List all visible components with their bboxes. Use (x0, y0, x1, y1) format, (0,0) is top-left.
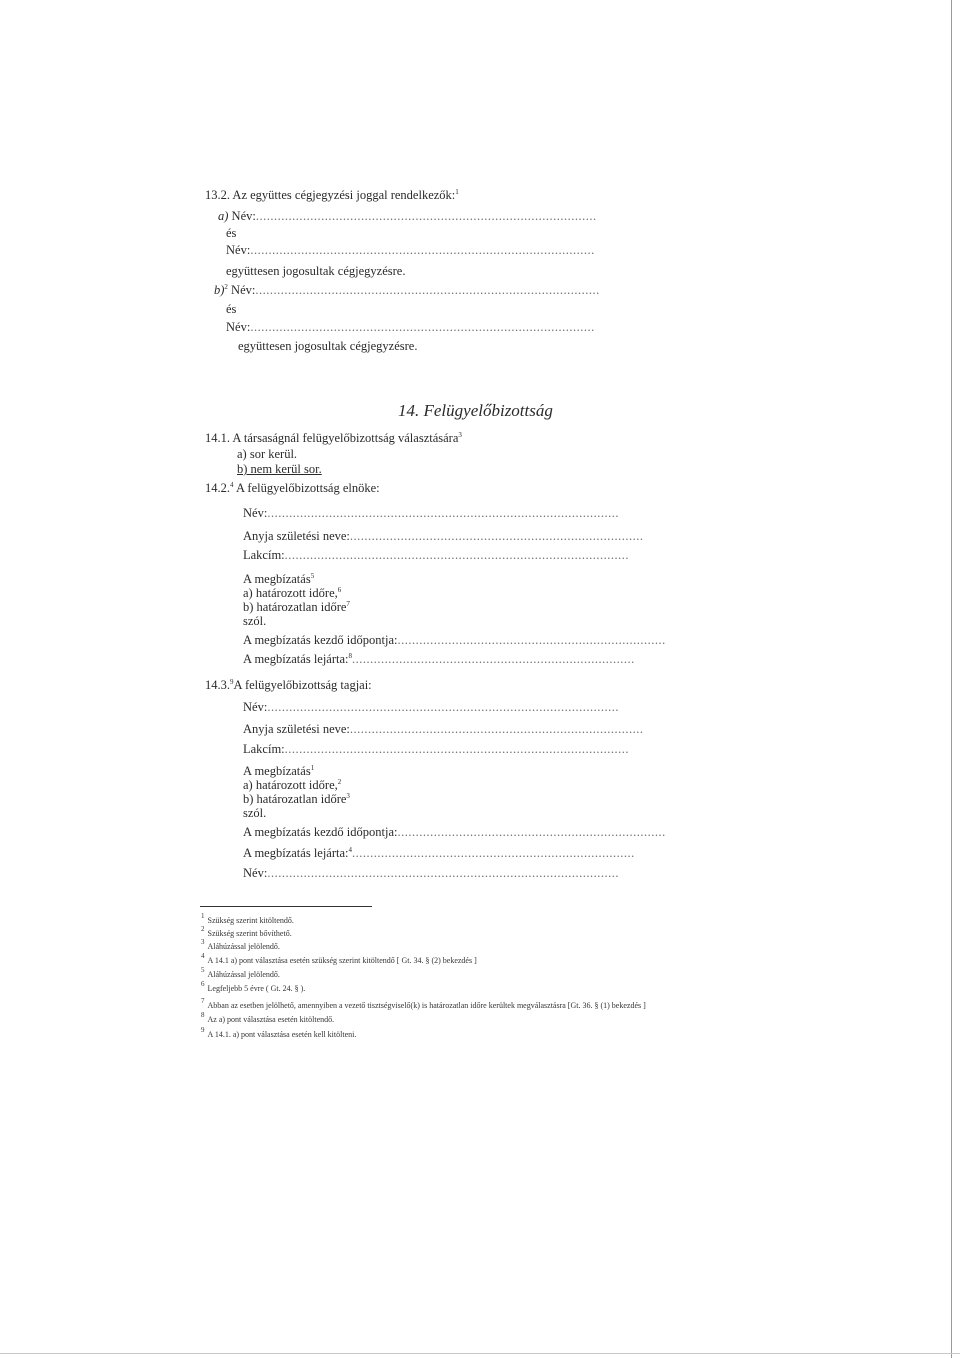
member-mother-name-field: Anyja születési neve:................................................................................. (243, 722, 644, 736)
member-fixed-term-option: a) határozott időre,$^2$ (243, 777, 342, 792)
chair-mother-name-field: Anyja születési neve:................................................................................. (243, 529, 644, 543)
section-14-heading: 14. Felügyelőbizottság (398, 401, 553, 420)
scan-edge-right (951, 0, 952, 1358)
and-word: és (226, 302, 237, 316)
footnote-3: 3 Aláhúzással jelölendő. (201, 938, 280, 951)
footnote-9: 9 A 14.1. a) pont választása esetén kell kitölteni. (201, 1026, 357, 1039)
chair-mandate-start-field: A megbízatás kezdő időpontja:.......................................................................... (243, 633, 666, 647)
footnote-6: 6 Legfeljebb 5 évre ( Gt. 24. § ). (201, 980, 306, 993)
and-word: és (226, 226, 237, 240)
member-name-field: Név:................................................................................................. (243, 700, 619, 714)
field-name: Név:............................................................................................... (226, 320, 595, 334)
member-name-field: Név:................................................................................................. (243, 866, 619, 880)
jointly-authorized-text: együttesen jogosultak cégjegyzésre. (226, 264, 406, 278)
footnote-5: 5 Aláhúzással jelölendő. (201, 966, 280, 979)
scan-edge-bottom (0, 1353, 960, 1354)
field-b-name: b)$^2$ Név:............................................................................................... (214, 282, 600, 297)
chair-mandate-label: A megbízatás$^5$ (243, 571, 315, 586)
chair-name-field: Név:................................................................................................. (243, 506, 619, 520)
field-name: Név:............................................................................................... (226, 243, 595, 257)
section-14-1-title: 14.1. A társaságnál felügyelőbizottság választására$^3$ (205, 430, 462, 445)
member-mandate-start-field: A megbízatás kezdő időpontja:.......................................................................... (243, 825, 666, 839)
footnote-2: 2 Szükség szerint bővíthető. (201, 925, 292, 938)
footnote-8: 8 Az a) pont választása esetén kitöltendő. (201, 1011, 335, 1024)
chair-fixed-term-option: a) határozott időre,$^6$ (243, 585, 342, 600)
footnote-separator (200, 906, 372, 907)
field-a-name: a) Név:.............................................................................................. (218, 209, 597, 223)
footnote-1: 1 Szükség szerint kitöltendő. (201, 912, 294, 925)
chair-szol-text: szól. (243, 614, 267, 628)
member-mandate-end-field: A megbízatás lejárta:$^4$.............................................................................. (243, 845, 635, 860)
footnote-7: 7 Abban az esetben jelölhető, amennyiben a vezető tisztségviselő(k) is határozatlan időre kerültek megválasztásra [Gt. 36. § (1) bekezdés ] (201, 997, 646, 1010)
chair-address-field: Lakcím:............................................................................................... (243, 548, 630, 562)
jointly-authorized-text: együttesen jogosultak cégjegyzésre. (238, 339, 418, 353)
section-14-2-title: 14.2.$^4$ A felügyelőbizottság elnöke: (205, 480, 380, 495)
footnote-4: 4 A 14.1 a) pont választása esetén szükség szerint kitöltendő [ Gt. 34. § (2) bekezdés ] (201, 952, 477, 965)
option-a-sor-kerul: a) sor kerül. (237, 447, 298, 461)
chair-mandate-end-field: A megbízatás lejárta:$^8$.............................................................................. (243, 651, 635, 666)
section-13-2-title: 13.2. Az együttes cégjegyzési joggal rendelkezők:$^1$ (205, 187, 459, 202)
section-14-3-title: 14.3.$^9$A felügyelőbizottság tagjai: (205, 677, 372, 692)
member-indefinite-term-option: b) határozatlan időre$^3$ (243, 791, 350, 806)
member-szol-text: szól. (243, 806, 267, 820)
option-b-nem-kerul-sor: b) nem kerül sor. (237, 462, 322, 476)
member-address-field: Lakcím:............................................................................................... (243, 742, 630, 756)
chair-indefinite-term-option: b) határozatlan időre$^7$ (243, 599, 350, 614)
member-mandate-label: A megbízatás$^1$ (243, 763, 315, 778)
